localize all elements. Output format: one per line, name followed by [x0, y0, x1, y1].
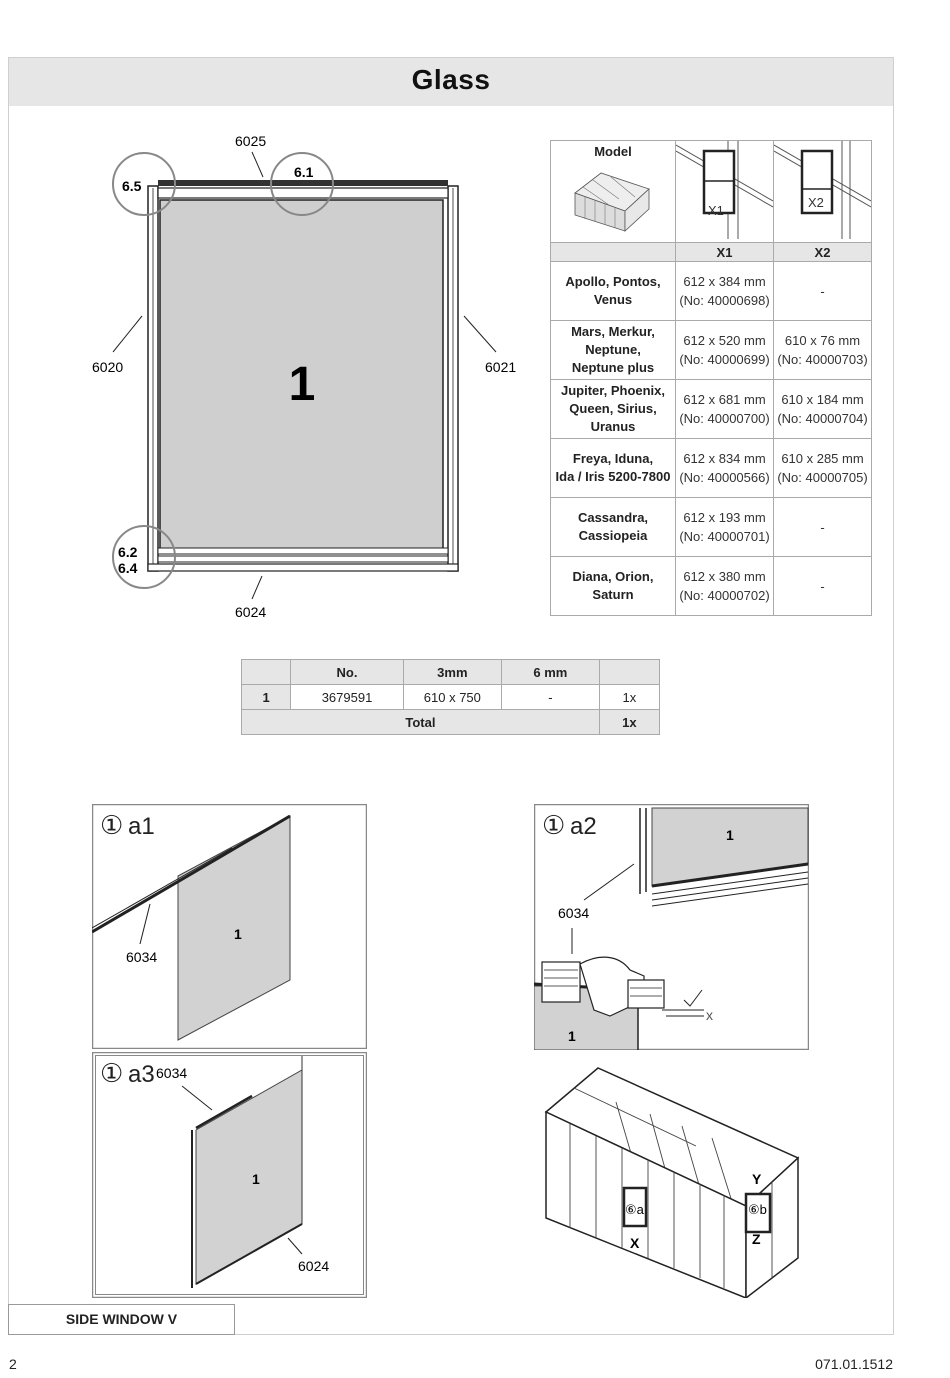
greenhouse-thumbnail — [567, 159, 659, 235]
x1-illustration-cell — [676, 141, 774, 243]
step-a2-pane-top: 1 — [726, 827, 734, 843]
x2-illustration — [774, 141, 871, 239]
model-header-cell — [551, 141, 676, 243]
parts-header-row: No. 3mm 6 mm — [242, 660, 660, 685]
step-a1-panel — [92, 804, 367, 1049]
x1-illustration — [676, 141, 773, 239]
section-tab: SIDE WINDOW V — [8, 1304, 235, 1335]
step-a2-x-mark: x — [706, 1007, 713, 1023]
step-a1-number: ① — [100, 810, 124, 840]
parts-table — [241, 659, 660, 735]
label-6021: 6021 — [485, 359, 517, 375]
step-a2-part: 6034 — [558, 905, 590, 921]
window-b-mark: ⑥b — [748, 1202, 767, 1217]
window-a-mark: ⑥a — [625, 1202, 644, 1217]
label-6020: 6020 — [92, 359, 124, 375]
step-a1-pane: 1 — [234, 926, 242, 942]
label-6-1: 6.1 — [294, 164, 314, 180]
pane-number: 1 — [288, 358, 316, 411]
step-a3-part-top: 6034 — [156, 1065, 188, 1081]
table-row: Jupiter, Phoenix, Queen, Sirius, Uranus 612 x 681 mm (No: 40000700) 610 x 184 mm (No: 40000704) — [551, 380, 872, 439]
step-a3-number: ① — [100, 1058, 124, 1088]
x2-image-label: X2 — [808, 195, 824, 210]
step-a2-panel — [534, 804, 809, 1050]
step-a1-part: 6034 — [126, 949, 158, 965]
model-table — [550, 140, 872, 616]
x2-illustration-cell — [774, 141, 872, 243]
label-6-4: 6.4 — [118, 560, 138, 576]
greenhouse-overview — [540, 1062, 802, 1298]
step-a2-number: ① — [542, 810, 566, 840]
step-a3-panel — [92, 1052, 367, 1298]
window-diagram — [80, 125, 530, 630]
label-6-2: 6.2 — [118, 544, 138, 560]
label-6-5: 6.5 — [122, 178, 142, 194]
label-6024: 6024 — [235, 604, 267, 620]
step-a2-label: a2 — [570, 813, 597, 840]
table-row: Apollo, Pontos, Venus 612 x 384 mm (No: 40000698) - — [551, 262, 872, 321]
total-value: 1x — [599, 710, 659, 735]
table-row: 1 3679591 610 x 750 - 1x — [242, 685, 660, 710]
step-a3-pane: 1 — [252, 1171, 260, 1187]
label-6025: 6025 — [235, 133, 267, 149]
step-a1-label: a1 — [128, 813, 155, 840]
page-number: 2 — [9, 1356, 17, 1372]
step-a3-label: a3 — [128, 1061, 155, 1088]
total-label: Total — [242, 710, 600, 735]
top-profile — [158, 180, 448, 186]
model-header: Model — [594, 144, 632, 159]
label-x: X — [630, 1235, 640, 1251]
table-row: Freya, Iduna, Ida / Iris 5200-7800 612 x 834 mm (No: 40000566) 610 x 285 mm (No: 40000705) — [551, 439, 872, 498]
step-a2-pane-bottom: 1 — [568, 1028, 576, 1044]
parts-total-row — [242, 710, 660, 735]
x1-image-label: X1 — [708, 203, 724, 218]
col-x2-header: X2 — [774, 243, 872, 262]
table-row: Diana, Orion, Saturn 612 x 380 mm (No: 40000702) - — [551, 557, 872, 616]
model-table-header-row — [551, 243, 872, 262]
page-title: Glass — [411, 64, 491, 95]
label-y: Y — [752, 1171, 762, 1187]
col-x1-header: X1 — [676, 243, 774, 262]
label-z: Z — [752, 1231, 761, 1247]
table-row: Mars, Merkur, Neptune, Neptune plus 612 x 520 mm (No: 40000699) 610 x 76 mm (No: 40000703) — [551, 321, 872, 380]
table-row: Cassandra, Cassiopeia 612 x 193 mm (No: 40000701) - — [551, 498, 872, 557]
step-a3-part-bottom: 6024 — [298, 1258, 330, 1274]
document-code: 071.01.1512 — [815, 1356, 893, 1372]
